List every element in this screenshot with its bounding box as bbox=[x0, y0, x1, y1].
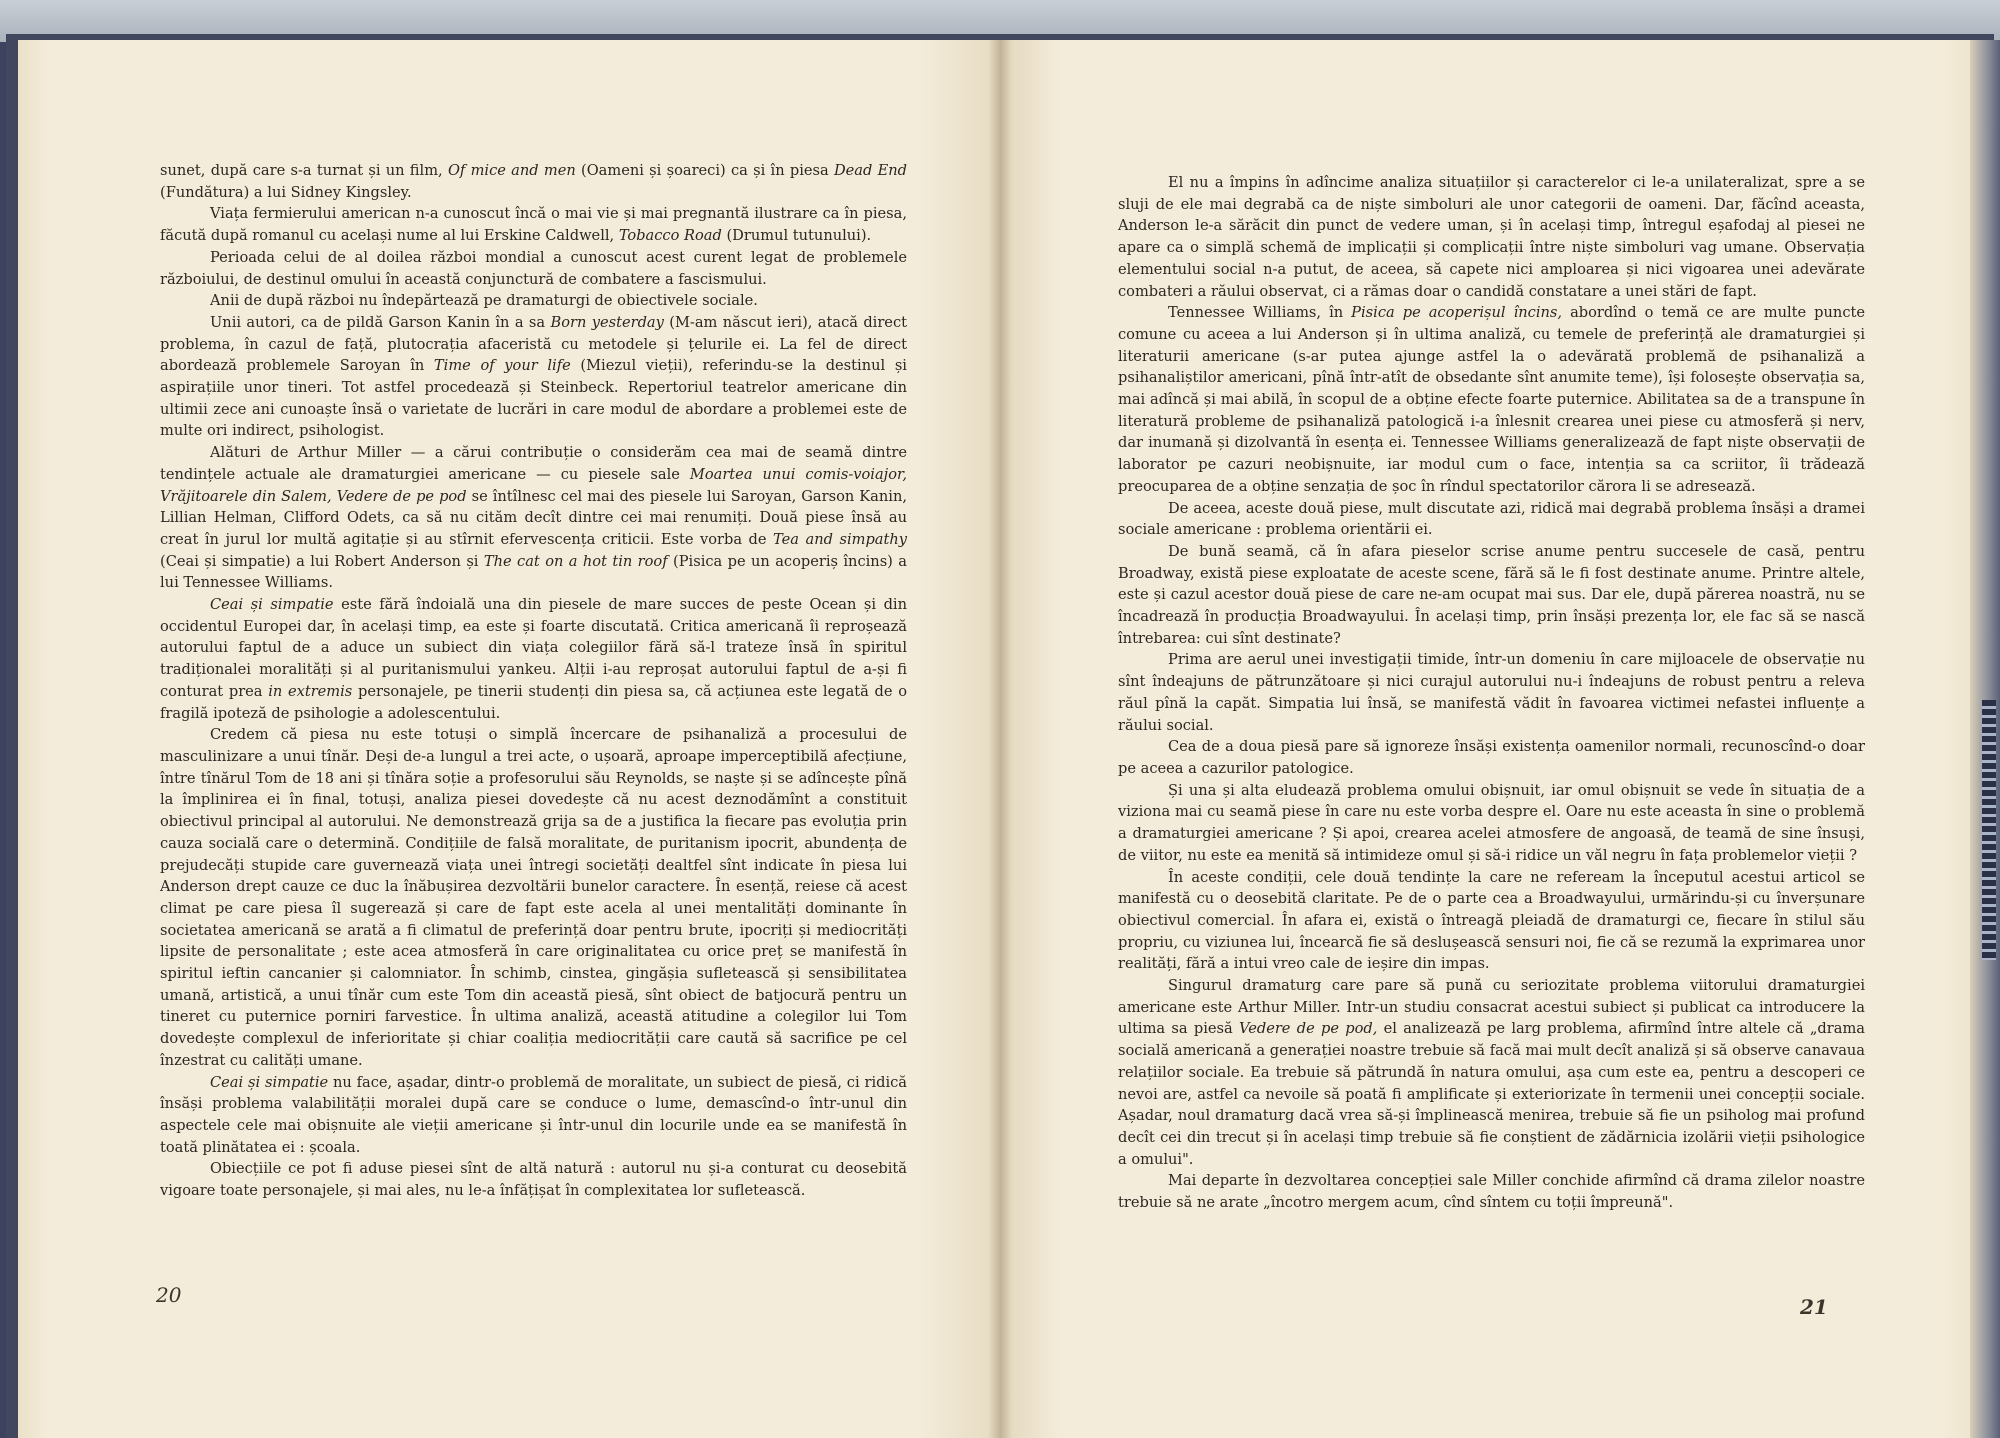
text-run: De bună seamă, că în afara pieselor scrise anume pentru succesele de casă, pentru Broadway, există piese exploatate de aceste scene, fără să le fi fost destinate anume. Printre altele, este și cazul acestor două piese de care ne-am ocupat mai sus. Dar ele, după părerea noastră, nu se încadrează în producția Broadwayului. În același timp, prin însăși prezența lor, ele fac să se nască întrebarea: cui sînt destinate? bbox=[1118, 542, 1865, 647]
italic-title: Dead End bbox=[833, 162, 908, 179]
left-page bbox=[18, 40, 1000, 1438]
paragraph bbox=[1118, 649, 1865, 736]
text-run: Tennessee Williams, în bbox=[1168, 304, 1352, 322]
left-page-number: 20 bbox=[156, 1283, 182, 1307]
text-run: (Miezul vieții), referindu-se la destinul și aspirațiile unor tineri. Tot astfel procedează și Steinbeck. Repertoriul teatrelor americane din ultimii zece ani cunoaște însă o varietate de lucrări in care modul de abordare a problemei este de multe ori indirect, psihologist. bbox=[160, 357, 907, 440]
text-run: Obiecțiile ce pot fi aduse piesei sînt de altă natură : autorul nu și-a conturat cu deosebită vigoare toate personajele, și mai ales, nu le-a înfățișat în complexitatea lor sufletească. bbox=[160, 1160, 907, 1200]
paragraph bbox=[160, 312, 907, 442]
text-run: Unii autori, ca de pildă Garson Kanin în a sa bbox=[210, 313, 551, 331]
paragraph bbox=[160, 160, 907, 203]
paragraph bbox=[160, 594, 907, 724]
italic-title: Ceai și simpatie bbox=[210, 1073, 329, 1091]
paragraph bbox=[160, 290, 907, 312]
text-run: De aceea, aceste două piese, mult discutate azi, ridică mai degrabă problema însăși a dramei sociale americane : problema orientării ei. bbox=[1118, 499, 1865, 539]
right-page bbox=[1000, 40, 1982, 1438]
text-run: Viața fermierului american n-a cunoscut încă o mai vie și mai pregnantă ilustrare ca în piesa, făcută după romanul cu același nume al lui Erskine Caldwell, bbox=[160, 205, 907, 245]
paragraph bbox=[1118, 780, 1865, 867]
text-run: este fără îndoială una din piesele de mare succes de peste Ocean și din occidentul Europei dar, în același timp, ea este și foarte discutată. Critica americană îi reproșează autorului faptul de a aduce un subiect din viața colegiilor fără să-l trateze însă în spiritul tradiționalei moralități și al puritanismului yankeu. Alții i-au reproșat autorului faptul de a-și fi conturat prea bbox=[160, 596, 907, 700]
italic-title: Time of your life bbox=[433, 357, 571, 375]
paragraph bbox=[160, 203, 907, 246]
text-run: (Pisica pe un acoperiș încins) a lui Tennessee Williams. bbox=[160, 552, 907, 592]
text-run: sunet, după care s-a turnat și un film, bbox=[160, 162, 448, 179]
text-run: Prima are aerul unei investigații timide, într-un domeniu în care mijloacele de observație nu sînt îndeajuns de pătrunzătoare și nici curajul autorului nu-i îndeajuns de robust pentru a releva răul pînă la capăt. Simpatia lui însă, se manifestă vădit în favoarea victimei nefastei influențe a răului social. bbox=[1118, 651, 1865, 734]
paragraph bbox=[1118, 498, 1865, 541]
paragraph bbox=[160, 1158, 907, 1201]
text-run: Alături de Arthur Miller — a cărui contribuție o considerăm cea mai de seamă dintre tendințele actuale ale dramaturgiei americane — cu piesele sale bbox=[160, 444, 907, 483]
book-gutter bbox=[988, 40, 1012, 1438]
text-run: el analizează pe larg problema, afirmînd între altele că „drama socială americană a generației noastre trebuie să facă mai mult decît analiză și să observe canavaua relațiilor sociale. Ea trebuie să pătrundă în natura omului, așa cum este ea, pentru a descoperi ce nevoi are, astfel ca nevoile să poată fi amplificate și exteriorizate în termenii unei concepții sociale. Așadar, noul dramaturg dacă vrea să-și împlinească menirea, trebuie să fie un psiholog mai profund decît cei din trecut și în același timp trebuie să fie conștient de zădărnicia izolării vieții psihologice a omului". bbox=[1118, 1020, 1865, 1168]
paragraph bbox=[160, 442, 907, 594]
paragraph bbox=[1118, 172, 1865, 302]
text-run: (Ceai și simpatie) a lui Robert Anderson și bbox=[160, 552, 484, 570]
text-run: nu face, așadar, dintr-o problemă de moralitate, un subiect de piesă, ci ridică însăși problema valabilității moralei după care se conduce o lume, demascînd-o într-unul din aspectele cele mai obișnuite ale vieții americane și într-unul din locurile unde ea se manifestă în toată plinătatea ei : școala. bbox=[160, 1073, 907, 1156]
bookmark-tab bbox=[1982, 700, 1996, 960]
italic-title: Born yesterday bbox=[550, 313, 664, 331]
text-run: Perioada celui de al doilea război mondial a cunoscut acest curent legat de problemele războiului, de destinul omului în această conjunctură de combatere a fascismului. bbox=[160, 248, 907, 288]
paragraph bbox=[1118, 1170, 1865, 1213]
right-page-number: 21 bbox=[1800, 1295, 1828, 1319]
text-run: În aceste condiții, cele două tendințe la care ne refeream la începutul acestui articol se manifestă cu o deosebită claritate. Pe de o parte cea a Broadwayului, urmărindu-și cu înverșunare obiectivul comercial. În afara ei, există o întreagă pleiadă de dramaturgi ce, fiecare în stilul său propriu, cu viziunea lui, încearcă fie să deslușească sensuri noi, fie că se rezumă la exprimarea unor realități, fără a intui vreo cale de ieșire din impas. bbox=[1118, 868, 1865, 973]
paragraph bbox=[160, 724, 907, 1071]
text-run: (Drumul tutunului). bbox=[721, 227, 872, 245]
text-run: (Oameni și șoareci) ca și în piesa bbox=[575, 162, 834, 179]
paragraph bbox=[1118, 302, 1865, 497]
italic-title: Of mice and men bbox=[447, 162, 576, 179]
text-run: Mai departe în dezvoltarea concepției sale Miller conchide afirmînd că drama zilelor noastre trebuie să ne arate „încotro mergem acum, cînd sîntem cu toții împreună". bbox=[1118, 1172, 1865, 1212]
text-run: Cea de a doua piesă pare să ignoreze însăși existența oamenilor normali, recunoscînd-o doar pe aceea a cazurilor patologice. bbox=[1118, 738, 1865, 777]
paragraph bbox=[1118, 867, 1865, 976]
paragraph bbox=[1118, 541, 1865, 650]
right-page-text bbox=[1118, 172, 1865, 1214]
paragraph bbox=[160, 1072, 907, 1159]
text-run: (Fundătura) a lui Sidney Kingsley. bbox=[160, 183, 412, 201]
paragraph bbox=[1118, 975, 1865, 1170]
italic-title: Pisica pe acoperișul încins, bbox=[1351, 304, 1563, 322]
paragraph bbox=[1118, 736, 1865, 779]
text-run: El nu a împins în adîncime analiza situațiilor și caracterelor ci le-a unilateralizat, spre a se sluji de ele mai degrabă ca de niște simboluri ale unor categorii de oameni. Dar, făcînd aceasta, Anderson le-a sărăcit din punct de vedere uman, și în același timp, întregul eșafodaj al piesei ne apare ca o simplă schemă de implicații și complicații între niște simboluri vag umane. Observația elementului social n-a putut, de aceea, să capete nici amploarea și nici vigoarea unei adevărate combateri a răului observat, ci a rămas doar o candidă constatare a unei stări de fapt. bbox=[1118, 174, 1865, 300]
paragraph bbox=[160, 247, 907, 290]
text-run: Anii de după război nu îndepărtează pe dramaturgi de obiectivele sociale. bbox=[210, 292, 758, 310]
text-run: Și una și alta eludează problema omului obișnuit, iar omul obișnuit se vede în situația de a viziona mai cu seamă piese în care nu este vorba despre el. Oare nu este aceasta în sine o problemă a dramaturgiei americane ? Și apoi, crearea acelei atmosfere de angoasă, de teamă de sine însuși, de viitor, nu este ea menită să intimideze omul și să-i ridice un văl negru în fața problemelor vieții ? bbox=[1118, 781, 1865, 864]
italic-title: Tea and simpathy bbox=[773, 530, 907, 548]
left-page-text bbox=[160, 160, 907, 1202]
italic-title: Ceai și simpatie bbox=[210, 596, 334, 614]
text-run: Credem că piesa nu este totuși o simplă încercare de psihanaliză a procesului de masculinizare a unui tînăr. Deși de-a lungul a trei acte, o ușoară, aproape imperceptibilă afecțiune, între tînărul Tom de 18 ani și tînăra soție a profesorului său Reynolds, se naște și se adîncește pînă la împlinirea ei în final, totuși, analiza piesei dovedește că nu acest deznodămînt a constituit obiectivul principal al autorului. Ne demonstrează grija sa de a justifica la fiecare pas evoluția prin cauza socială care o determină. Condițiile de falsă moralitate, de puritanism ipocrit, abundența de prejudecăți stupide care guvernează viața unei întregi societăți dealtfel sînt indicate în piesa lui Anderson drept cauze ce duc la înăbușirea dezvoltării bunelor caractere. În esență, reiese că acest climat pe care piesa îl sugerează și care de fapt este acela al unei mentalități dominante în societatea americană se arată a fi climatul de preferință doar pentru brute, ipocriți și mediocrități lipsite de personalitate ; este acea atmosferă în care originalitatea cu orice preț se manifestă în spiritul ieftin cancanier și calomniator. În schimb, cinstea, gingășia sufletească și sensibilitatea umană, artistică, a unui tînăr cum este Tom din această piesă, sînt obiect de batjocură pentru un tineret cu puternice porniri farvestice. În ultima analiză, această atitudine a colegilor lui Tom dovedește complexul de inferioritate și chiar coaliția mediocrității care caută să sacrifice pe cel înzestrat cu calități umane. bbox=[160, 726, 907, 1069]
italic-title: Vedere de pe pod, bbox=[1239, 1020, 1378, 1038]
italic-title: in extremis bbox=[268, 682, 353, 700]
text-run: abordînd o temă ce are multe puncte comune cu aceea a lui Anderson și în ultima analiză, cu temele de preferință ale dramaturgiei și literaturii americane (s-ar putea ajunge astfel la o adevărată problemă de psihanaliză a psihanaliștilor americani, pînă într-atît de obsedante sînt anumite teme), își folosește observația sa, mai adîncă și mai abilă, în scopul de a obține efecte foarte puternice. Abilitatea sa de a transpune în literatură probleme de psihanaliză patologică i-a înlesnit crearea unei piese cu atmosferă și nerv, dar inumană și dizolvantă în esența ei. Tennessee Williams generalizează de fapt niște observații de laborator pe cazuri neobișnuite, iar modul cum o face, intenția sa ca scriitor, îi trădează preocuparea de a obține senzația de șoc în rîndul spectatorilor cărora li se adresează. bbox=[1118, 304, 1865, 495]
italic-title: Tobacco Road bbox=[618, 227, 722, 245]
text-run: personajele, pe tinerii studenți din piesa sa, că acțiunea este legată de o fragilă ipoteză de psihologie a adolescentului. bbox=[160, 682, 907, 722]
text-run: (M-am născut ieri), atacă direct problema, în cazul de față, plutocrația afaceristă cu metodele și țelurile ei. La fel de direct abordează problemele Saroyan în bbox=[160, 313, 907, 375]
italic-title: Moartea unui comis-voiajor, Vrăjitoarele din Salem, Vedere de pe pod bbox=[160, 465, 907, 505]
text-run: Singurul dramaturg care pare să pună cu seriozitate problema viitorului dramaturgiei americane este Arthur Miller. Intr-un studiu consacrat acestui subiect și publicat ca introducere la ultima sa piesă bbox=[1118, 977, 1865, 1038]
text-run: se întîlnesc cel mai des piesele lui Saroyan, Garson Kanin, Lillian Helman, Clifford Odets, ca să nu cităm decît dintre cei mai renumiți. Două piese însă au creat în jurul lor multă agitație și au stîrnit efervescența criticii. Este vorba de bbox=[160, 487, 907, 548]
italic-title: The cat on a hot tin roof bbox=[483, 552, 668, 570]
